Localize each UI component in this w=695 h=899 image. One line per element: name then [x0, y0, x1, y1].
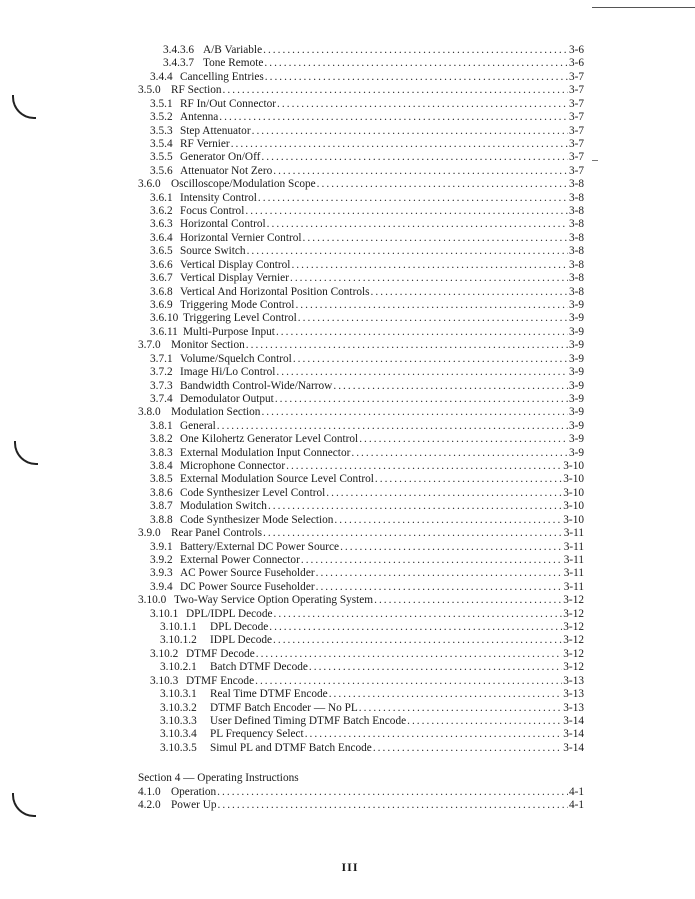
- toc-entry-page: 3-9: [568, 312, 584, 325]
- toc-entry-number: 3.8.5: [150, 473, 173, 486]
- toc-entry-number: 3.10.3.1: [160, 688, 197, 701]
- toc-entry-title: Simul PL and DTMF Batch Encode: [210, 741, 372, 754]
- toc-entry-number: 3.5.6: [150, 164, 173, 177]
- toc-entry: [150, 352, 584, 366]
- toc-entry-title: Modulation Switch: [180, 500, 267, 513]
- dot-leader: [261, 150, 568, 164]
- toc-entry-number: 3.5.2: [150, 111, 173, 124]
- dot-leader: [295, 298, 568, 312]
- toc-entry: [150, 365, 584, 379]
- toc-entry-title: Two-Way Service Option Operating System: [174, 594, 374, 607]
- toc-entry-title: Focus Control: [180, 205, 245, 218]
- toc-entry: [138, 798, 584, 812]
- dot-leader: [359, 432, 568, 446]
- toc-entry-page: 3-7: [568, 151, 584, 164]
- toc-entry-title: Vertical Display Vernier: [180, 272, 289, 285]
- toc-entry-page: 3-8: [568, 191, 584, 204]
- toc-entry-page: 3-6: [568, 57, 584, 70]
- toc-entry-page: 3-6: [568, 44, 584, 56]
- toc-entry-number: 3.6.7: [150, 272, 173, 285]
- toc-entry-page: 3-10: [563, 473, 584, 486]
- dot-leader: [219, 110, 568, 124]
- toc-entry-page: 4-1: [568, 786, 584, 798]
- dot-leader: [276, 365, 568, 379]
- dot-leader: [375, 472, 562, 486]
- toc-entry-title: User Defined Timing DTMF Batch Encode: [210, 715, 407, 727]
- toc-entry: [150, 231, 584, 245]
- toc-entry: [150, 244, 584, 258]
- toc-entry-number: 3.4.4: [150, 70, 173, 83]
- toc-entry-page: 3-12: [563, 621, 584, 634]
- dot-leader: [374, 593, 562, 607]
- toc-entry-page: 3-11: [563, 527, 584, 540]
- toc-entry: [150, 150, 584, 164]
- toc-entry: [150, 191, 584, 205]
- toc-entry-title: Power Up: [171, 799, 217, 812]
- toc-entry-page: 3-9: [568, 433, 584, 446]
- toc-entry-page: 3-10: [563, 500, 584, 513]
- toc-entry: [150, 258, 584, 272]
- toc-entry-number: 3.6.4: [150, 231, 173, 244]
- toc-entry-number: 3.5.1: [150, 97, 173, 110]
- toc-entry: [138, 785, 584, 799]
- dot-leader: [218, 798, 568, 812]
- toc-entry-number: 3.7.3: [150, 379, 173, 392]
- toc-entry-number: 3.10.1.2: [160, 634, 197, 647]
- toc-entry-number: 3.6.0: [138, 178, 161, 191]
- toc-entry: [150, 298, 584, 312]
- toc-entry: [150, 486, 584, 500]
- margin-tick-mark: [592, 160, 598, 161]
- toc-entry-number: 3.8.3: [150, 446, 173, 459]
- toc-entry-title: Generator On/Off: [180, 151, 261, 164]
- toc-entry-title: DTMF Decode: [186, 647, 255, 660]
- dot-leader: [359, 701, 563, 715]
- toc-entry: [150, 674, 584, 688]
- toc-entry-title: Horizontal Vernier Control: [180, 231, 302, 244]
- toc-entry-title: Triggering Level Control: [183, 312, 297, 325]
- toc-entry-number: 3.10.3: [150, 674, 179, 687]
- binder-hole-mark-bottom: [12, 793, 36, 817]
- toc-entry-title: Batch DTMF Decode: [210, 661, 308, 674]
- toc-entry-number: 3.10.3.3: [160, 715, 197, 727]
- toc-entry-title: Battery/External DC Power Source: [180, 540, 340, 553]
- toc-entry-title: Bandwidth Control-Wide/Narrow: [180, 379, 333, 392]
- toc-entry-title: Demodulator Output: [180, 392, 274, 405]
- toc-entry-number: 3.6.11: [150, 325, 178, 338]
- toc-entry-title: Modulation Section: [171, 406, 261, 419]
- toc-entry-page: 3-9: [568, 366, 584, 379]
- toc-entry-page: 3-11: [563, 540, 584, 553]
- toc-entry-number: 3.10.3.4: [160, 728, 197, 741]
- toc-entry-page: 3-8: [568, 272, 584, 285]
- dot-leader: [298, 311, 568, 325]
- dot-leader: [329, 687, 563, 701]
- toc-entry-title: Monitor Section: [171, 339, 245, 352]
- toc-entry-page: 3-9: [568, 379, 584, 392]
- toc-entry: [138, 83, 584, 97]
- dot-leader: [371, 285, 568, 299]
- toc-entry: [150, 607, 584, 621]
- toc-entry-title: One Kilohertz Generator Level Control: [180, 433, 359, 446]
- toc-entry-page: 4-1: [568, 799, 584, 812]
- toc-entry-title: Operation: [171, 786, 217, 798]
- binder-hole-mark-top: [12, 95, 36, 119]
- dot-leader: [217, 785, 568, 799]
- toc-entry: [150, 472, 584, 486]
- toc-entry-title: Step Attenuator: [180, 124, 251, 137]
- toc-entry: [150, 164, 584, 178]
- toc-entry-number: 3.6.9: [150, 298, 173, 311]
- toc-entry-title: Oscilloscope/Modulation Scope: [171, 178, 316, 191]
- toc-entry: [150, 110, 584, 124]
- toc-entry-title: Vertical And Horizontal Position Controls: [180, 285, 370, 298]
- toc-entry: [150, 137, 584, 151]
- toc-entry-number: 3.9.3: [150, 567, 173, 580]
- toc-entry-page: 3-7: [568, 164, 584, 177]
- toc-entry: [150, 553, 584, 567]
- toc-entry: [150, 285, 584, 299]
- toc-entry: [150, 271, 584, 285]
- toc-entry-title: RF Section: [171, 84, 222, 97]
- toc-entry: [160, 741, 584, 755]
- toc-entry: [150, 419, 584, 433]
- toc-entry: [150, 97, 584, 111]
- dot-leader: [268, 499, 562, 513]
- toc-entry-page: 3-9: [568, 406, 584, 419]
- toc-entry-title: Tone Remote: [203, 57, 264, 70]
- toc-entry: [138, 526, 584, 540]
- toc-entry-page: 3-12: [563, 647, 584, 660]
- toc-entry-title: Cancelling Entries: [180, 70, 264, 83]
- toc-entry-title: AC Power Source Fuseholder: [180, 567, 315, 580]
- toc-entry-title: Image Hi/Lo Control: [180, 366, 276, 379]
- toc-entry-number: 3.7.1: [150, 352, 173, 365]
- toc-entry-page: 3-8: [568, 285, 584, 298]
- dot-leader: [263, 526, 563, 540]
- toc-entry-number: 3.8.0: [138, 406, 161, 419]
- toc-entry-page: 3-10: [563, 486, 584, 499]
- toc-entry-title: External Modulation Input Connector: [180, 446, 351, 459]
- toc-entry-page: 3-7: [568, 137, 584, 150]
- dot-leader: [273, 633, 562, 647]
- toc-entry-page: 3-9: [568, 298, 584, 311]
- toc-entry: [150, 311, 584, 325]
- toc-entry-page: 3-13: [563, 688, 584, 701]
- toc-entry-page: 3-9: [568, 325, 584, 338]
- toc-entry-title: DC Power Source Fuseholder: [180, 580, 315, 593]
- toc-entry-number: 3.9.0: [138, 527, 161, 540]
- dot-leader: [231, 137, 568, 151]
- toc-entry: [150, 217, 584, 231]
- toc-entry-page: 3-12: [563, 594, 584, 607]
- toc-entry-title: Code Synthesizer Mode Selection: [180, 513, 334, 526]
- toc-entry-page: 3-7: [568, 70, 584, 83]
- dot-leader: [247, 244, 568, 258]
- top-edge-rule: [592, 7, 695, 8]
- toc-entry-page: 3-10: [563, 513, 584, 526]
- binder-hole-mark-middle: [14, 441, 38, 465]
- toc-entry-page: 3-14: [563, 715, 584, 727]
- toc-entry-page: 3-13: [563, 701, 584, 714]
- dot-leader: [256, 647, 563, 661]
- toc-entry-title: DPL Decode: [210, 621, 269, 634]
- dot-leader: [246, 338, 568, 352]
- toc-entry-number: 3.8.1: [150, 419, 173, 432]
- toc-entry-page: 3-11: [563, 567, 584, 580]
- toc-entry: [160, 687, 584, 701]
- dot-leader: [291, 258, 568, 272]
- toc-entry: [150, 325, 584, 339]
- dot-leader: [217, 419, 568, 433]
- toc-entry: [150, 540, 584, 554]
- toc-entry: [138, 593, 584, 607]
- toc-entry: [138, 338, 584, 352]
- toc-entry-title: Code Synthesizer Level Control: [180, 486, 326, 499]
- toc-entry-number: 3.5.0: [138, 84, 161, 97]
- toc-entry-number: 3.6.2: [150, 205, 173, 218]
- dot-leader: [293, 352, 568, 366]
- dot-leader: [373, 741, 562, 755]
- toc-entry-page: 3-12: [563, 661, 584, 674]
- toc-entry-number: 3.5.3: [150, 124, 173, 137]
- toc-entry-title: External Modulation Source Level Control: [180, 473, 374, 486]
- toc-entry: [160, 714, 584, 728]
- dot-leader: [290, 271, 568, 285]
- toc-entry-title: Volume/Squelch Control: [180, 352, 292, 365]
- toc-entry-number: 3.9.2: [150, 553, 173, 566]
- toc-entry-title: Triggering Mode Control: [180, 298, 295, 311]
- toc-entry: [138, 177, 584, 191]
- toc-entry-number: 3.10.0: [138, 594, 167, 607]
- toc-entry: [160, 620, 584, 634]
- toc-entry-page: 3-14: [563, 728, 584, 741]
- toc-entry-number: 3.10.1: [150, 607, 179, 620]
- dot-leader: [305, 727, 563, 741]
- toc-entry-title: RF In/Out Connector: [180, 97, 277, 110]
- toc-entry-number: 3.10.3.5: [160, 741, 197, 754]
- toc-entry-page: 3-9: [568, 419, 584, 432]
- dot-leader: [267, 217, 568, 231]
- toc-entry: [160, 701, 584, 715]
- toc-entry-number: 3.7.4: [150, 392, 173, 405]
- toc-entry-title: DTMF Batch Encoder — No PL: [210, 701, 358, 714]
- toc-entry: [150, 647, 584, 661]
- toc-entry-number: 3.5.5: [150, 151, 173, 164]
- toc-entry: [150, 459, 584, 473]
- toc-entry-number: 3.5.4: [150, 137, 173, 150]
- dot-leader: [263, 43, 568, 57]
- toc-entry-title: Real Time DTMF Encode: [210, 688, 328, 701]
- toc-entry-page: 3-12: [563, 607, 584, 620]
- dot-leader: [276, 325, 568, 339]
- toc-entry-page: 3-7: [568, 111, 584, 124]
- toc-entry-page: 3-14: [563, 741, 584, 754]
- toc-entry-number: 3.8.4: [150, 460, 173, 473]
- toc-entry-number: 3.4.3.6: [163, 44, 195, 56]
- dot-leader: [333, 379, 568, 393]
- toc-entry-title: External Power Connector: [180, 553, 300, 566]
- dot-leader: [326, 486, 562, 500]
- toc-entry-page: 3-11: [563, 553, 584, 566]
- toc-entry-title: Microphone Connector: [180, 460, 286, 473]
- dot-leader: [351, 446, 568, 460]
- toc-entry: [160, 660, 584, 674]
- toc-entry: [150, 432, 584, 446]
- toc-entry-number: 3.7.2: [150, 366, 173, 379]
- toc-entry-page: 3-8: [568, 245, 584, 258]
- toc-entry-number: 3.4.3.7: [163, 57, 195, 70]
- toc-entry: [163, 43, 584, 57]
- toc-entry-page: 3-7: [568, 97, 584, 110]
- toc-entry-title: Intensity Control: [180, 191, 257, 204]
- toc-entry-page: 3-8: [568, 178, 584, 191]
- dot-leader: [274, 607, 563, 621]
- toc-entry-title: A/B Variable: [203, 44, 263, 56]
- toc-entry-page: 3-8: [568, 231, 584, 244]
- toc-entry: [160, 633, 584, 647]
- toc-entry-page: 3-7: [568, 84, 584, 97]
- toc-entry-page: 3-13: [563, 674, 584, 687]
- toc-entry: [150, 392, 584, 406]
- toc-entry-number: 3.10.2.1: [160, 661, 197, 674]
- dot-leader: [255, 674, 562, 688]
- page-folio: III: [341, 860, 359, 874]
- toc-entry: [150, 124, 584, 138]
- toc-entry-number: 3.6.1: [150, 191, 173, 204]
- toc-entry-number: 3.6.3: [150, 218, 173, 231]
- toc-entry-number: 3.10.1.1: [160, 621, 197, 634]
- dot-leader: [245, 204, 568, 218]
- toc-entry-page: 3-9: [568, 446, 584, 459]
- toc-entry-page: 3-8: [568, 218, 584, 231]
- toc-entry-page: 3-11: [563, 580, 584, 593]
- toc-entry-page: 3-9: [568, 339, 584, 352]
- toc-entry-page: 3-8: [568, 205, 584, 218]
- toc-entry-title: Multi-Purpose Input: [183, 325, 275, 338]
- toc-entry-number: 3.9.1: [150, 540, 173, 553]
- toc-entry-title: Antenna: [180, 111, 219, 124]
- toc-entry-number: 3.7.0: [138, 339, 161, 352]
- toc-entry-page: 3-12: [563, 634, 584, 647]
- dot-leader: [275, 392, 568, 406]
- toc-entry-number: 3.8.6: [150, 486, 173, 499]
- dot-leader: [407, 714, 562, 728]
- toc-entry-number: 3.8.7: [150, 500, 173, 513]
- dot-leader: [252, 124, 568, 138]
- toc-entry-number: 3.9.4: [150, 580, 173, 593]
- toc-entry: [150, 70, 584, 84]
- dot-leader: [258, 191, 568, 205]
- toc-entry-number: 3.6.5: [150, 245, 173, 258]
- toc-entry-title: IDPL Decode: [210, 634, 273, 647]
- toc-entry: [150, 513, 584, 527]
- toc-entry-number: 3.6.10: [150, 312, 179, 325]
- toc-entry: [150, 204, 584, 218]
- toc-entry-number: 3.8.8: [150, 513, 173, 526]
- dot-leader: [309, 660, 562, 674]
- toc-entry-title: DPL/IDPL Decode: [186, 607, 273, 620]
- dot-leader: [273, 164, 568, 178]
- toc-entry-page: 3-9: [568, 352, 584, 365]
- toc-entry-title: Rear Panel Controls: [171, 527, 262, 540]
- toc-entry: [150, 580, 584, 594]
- toc-entry-page: 3-10: [563, 460, 584, 473]
- toc-entry-title: RF Vernier: [180, 137, 230, 150]
- toc-entry-number: 3.10.2: [150, 647, 179, 660]
- toc-entry-title: Vertical Display Control: [180, 258, 291, 271]
- toc-entry-page: 3-9: [568, 392, 584, 405]
- toc-entry-title: Attenuator Not Zero: [180, 164, 273, 177]
- toc-entry-page: 3-7: [568, 124, 584, 137]
- toc-entry-number: 4.1.0: [138, 786, 161, 798]
- section-4-heading: Section 4 — Operating Instructions: [138, 772, 299, 784]
- dot-leader: [261, 405, 568, 419]
- dot-leader: [264, 56, 568, 70]
- dot-leader: [303, 231, 568, 245]
- toc-entry-title: General: [180, 419, 216, 432]
- dot-leader: [340, 540, 563, 554]
- dot-leader: [286, 459, 562, 473]
- dot-leader: [316, 566, 563, 580]
- toc-entry-number: 3.8.2: [150, 433, 173, 446]
- dot-leader: [269, 620, 562, 634]
- toc-entry: [150, 446, 584, 460]
- toc-entry: [150, 499, 584, 513]
- dot-leader: [277, 97, 568, 111]
- dot-leader: [301, 553, 563, 567]
- toc-entry-title: Horizontal Control: [180, 218, 266, 231]
- toc-entry-title: Source Switch: [180, 245, 246, 258]
- toc-entry: [150, 379, 584, 393]
- toc-entry: [150, 566, 584, 580]
- toc-entry: [138, 405, 584, 419]
- dot-leader: [317, 177, 568, 191]
- toc-entry-number: 4.2.0: [138, 799, 161, 812]
- toc-entry: [160, 727, 584, 741]
- toc-entry: [163, 56, 584, 70]
- toc-entry-title: DTMF Encode: [186, 674, 255, 687]
- toc-entry-number: 3.6.8: [150, 285, 173, 298]
- toc-entry-number: 3.6.6: [150, 258, 173, 271]
- toc-entry-page: 3-8: [568, 258, 584, 271]
- dot-leader: [334, 513, 562, 527]
- toc-entry-title: PL Frequency Select: [210, 728, 304, 741]
- dot-leader: [316, 580, 563, 594]
- dot-leader: [265, 70, 568, 84]
- toc-entry-number: 3.10.3.2: [160, 701, 197, 714]
- dot-leader: [223, 83, 568, 97]
